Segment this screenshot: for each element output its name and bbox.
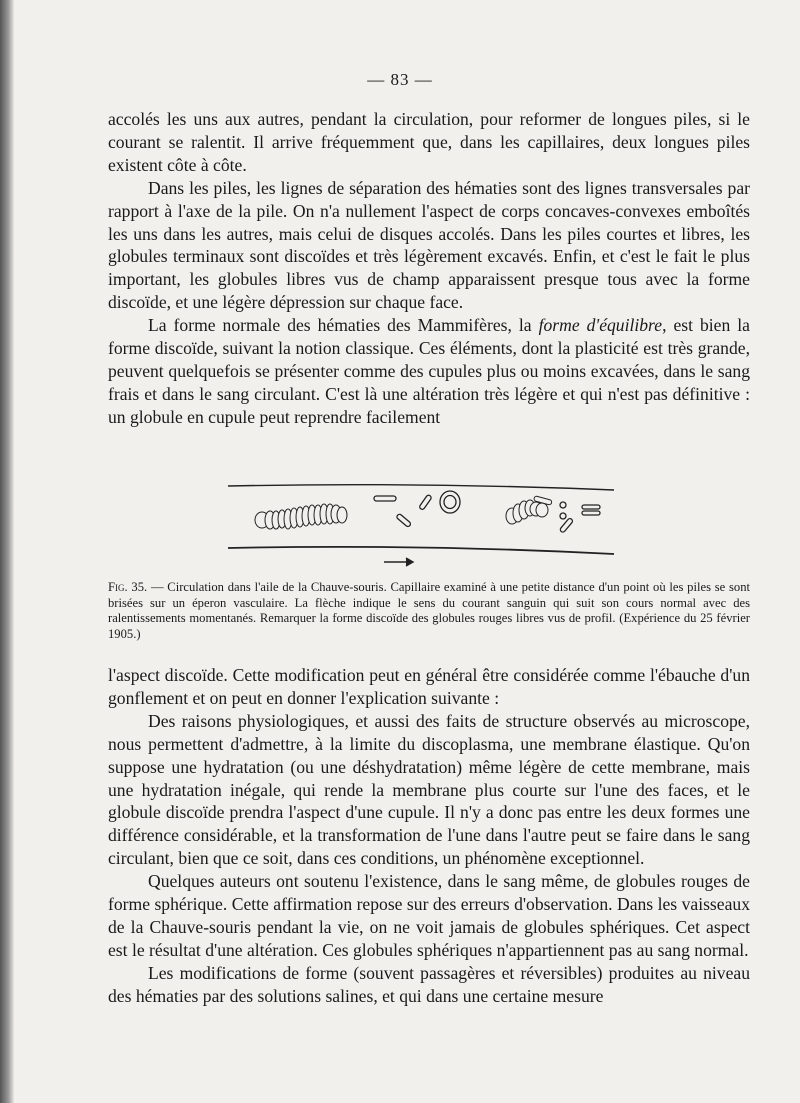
paragraph: Quelques auteurs ont soutenu l'existence, dans le sang même, de globules rouges de forme sphérique. Cette affirmation repose sur des erreurs d'observation. Dans les vaisseaux de la Chauve-souris pendant la vie, on ne voit jamais de globules sphériques. Cet aspect est le résultat d'une altération. Ces globules sphériques n'appartiennent pas au sang normal. — [108, 871, 750, 960]
paragraph-text: , est bien la forme discoïde, suivant la notion classique. Ces éléments, dont la plasticité est très grande, peuvent quelquefois se présenter comme des cupules plus ou moins excavées, dans le sang frais et dans le sang circulant. C'est là une altération très légère et qui n'est pas définitive : un globule en cupule peut reprendre facilement — [108, 315, 750, 427]
page-edge-shadow — [0, 0, 14, 1103]
paragraph: Dans les piles, les lignes de séparation des hématies sont des lignes transversales par rapport à l'axe de la pile. On n'a nullement l'aspect de corps concaves-convexes emboîtés les uns dans les autres, mais celui de disques accolés. Dans les piles courtes et libres, les globules terminaux sont discoïdes et très légèrement excavés. Enfin, et c'est le fait le plus important, les globules libres vus de champ apparaissent presque tous avec la forme discoïde, et une légère dépression sur chaque face. — [108, 177, 750, 313]
blood-flow-arrow — [384, 558, 413, 566]
paragraph: Des raisons physiologiques, et aussi des faits de structure observés au microscope, nous permettent d'admettre, à la limite du discoplasma, une membrane élastique. Qu'on suppose une hydratation (ou une déshydratation) même légère de cette membrane, mais une hydratation inégale, qui rende la membrane plus courte sur l'une des faces, et le globule discoïde prendra l'aspect d'une cupule. Il n'y a donc pas entre les deux formes une différence considérable, et la transformation de l'une dans l'autre peut se faire dans le sang circulant, bien que ce soit, dans ces conditions, un phénomène exceptionnel. — [108, 710, 750, 869]
free-red-cells — [374, 491, 460, 527]
figure-caption-text: — Circulation dans l'aile de la Chauve-souris. Capillaire examiné à une petite distance d'un point où les piles se sont brisées sur un éperon vasculaire. La flèche indique le sens du courant sanguin qui suit son cours normal avec des ralentissements momentanés. Remarquer la forme discoïde des globules rouges libres vus de profil. (Expérience du 25 février 1905.) — [108, 580, 750, 641]
body-text-bottom — [108, 664, 750, 1008]
figure-caption — [108, 580, 750, 642]
figure-label: Fig. 35. — [108, 580, 148, 594]
paragraph: l'aspect discoïde. Cette modification peut en général être considérée comme l'ébauche d'un gonflement et on peut en donner l'explication suivante : — [108, 665, 750, 708]
page-number: — 83 — — [367, 70, 433, 89]
terminal-cells — [559, 502, 600, 533]
paragraph-text: La forme normale des hématies des Mammifères, la — [148, 315, 539, 336]
vessel-wall-top — [228, 485, 614, 490]
capillary-drawing — [226, 478, 616, 578]
short-cell-pile — [506, 496, 552, 524]
red-cell-pile — [255, 504, 347, 529]
paragraph: accolés les uns aux autres, pendant la circulation, pour reformer de longues piles, si le courant se ralentit. Il arrive fréquemment que, dans les capillaires, deux longues piles existent côte à côte. — [108, 109, 750, 175]
figure-capillary-illustration — [226, 478, 616, 578]
paragraph: Les modifications de forme (souvent passagères et réversibles) produites au niveau des hématies par des solutions salines, et qui dans une certaine mesure — [108, 962, 750, 1006]
italic-term: forme d'équilibre — [538, 315, 663, 336]
paragraph — [108, 314, 750, 429]
vessel-wall-bottom — [228, 547, 614, 554]
body-text-top — [108, 108, 750, 429]
